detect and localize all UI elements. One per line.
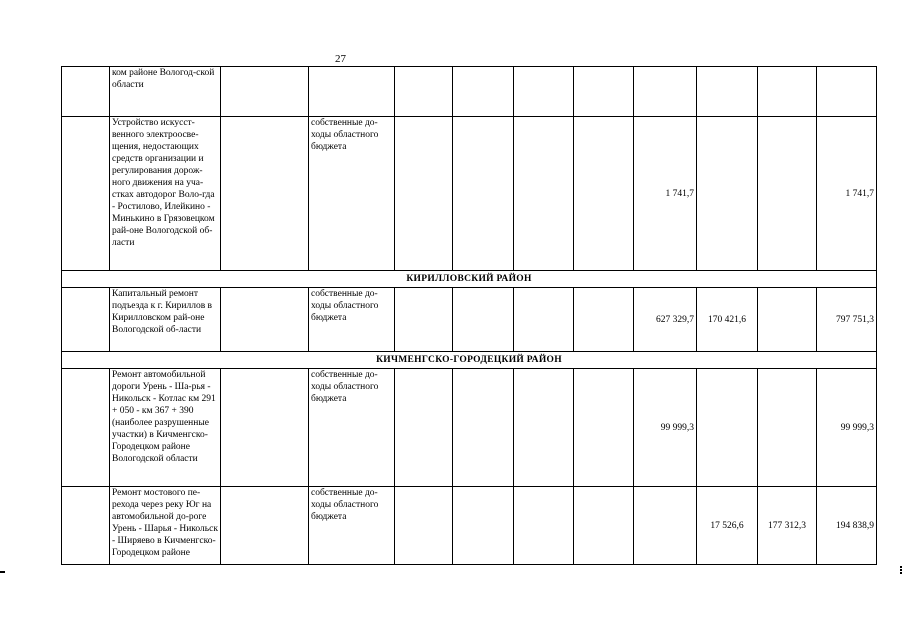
district-header: КИЧМЕНГСКО-ГОРОДЕЦКИЙ РАЙОН — [62, 352, 877, 369]
amount-cell: 17 526,6 — [697, 487, 758, 565]
funding-source-cell: собственные до-ходы областного бюджета — [309, 487, 395, 565]
project-name-cell: ком районе Вологод-ской области — [110, 67, 221, 117]
district-header-row — [62, 271, 877, 288]
scan-edge-mark — [900, 566, 905, 574]
budget-table — [61, 66, 877, 565]
table-row — [62, 487, 877, 565]
amount-cell: 177 312,3 — [758, 487, 817, 565]
funding-source-cell: собственные до-ходы областного бюджета — [309, 117, 395, 271]
scan-edge-mark — [0, 571, 5, 573]
total-cell: 194 838,9 — [817, 487, 877, 565]
table-row — [62, 117, 877, 271]
amount-cell: 627 329,7 — [634, 288, 697, 352]
table-row — [62, 369, 877, 487]
district-header: КИРИЛЛОВСКИЙ РАЙОН — [62, 271, 877, 288]
total-cell: 1 741,7 — [817, 117, 877, 271]
funding-source-cell: собственные до-ходы областного бюджета — [309, 369, 395, 487]
district-header-row — [62, 352, 877, 369]
total-cell: 797 751,3 — [817, 288, 877, 352]
amount-cell: 99 999,3 — [634, 369, 697, 487]
funding-source-cell: собственные до-ходы областного бюджета — [309, 288, 395, 352]
project-name-cell: Ремонт автомобильной дороги Урень - Ша-рья - Никольск - Котлас км 291 + 050 - км 367 + 390 (наиболее разрушенные участки) в Кичменгско-Городецком районе Вологодской области — [110, 369, 221, 487]
project-name-cell: Ремонт мостового пе-рехода через реку Юг на автомобильной до-роге Урень - Шарья - Никольск - Ширяево в Кичменгско-Городецком районе — [110, 487, 221, 565]
page-number: 27 — [335, 53, 346, 65]
table-row — [62, 67, 877, 117]
project-name-cell: Устройство искусст-венного электроосве-щения, недостающих средств организации и регулирования дорож-ного движения на уча-стках автодорог Воло-гда - Ростилово, Илейкино - Минькино в Грязовецком рай-оне Вологодской об-ласти — [110, 117, 221, 271]
total-cell: 99 999,3 — [817, 369, 877, 487]
funding-source-cell — [309, 67, 395, 117]
amount-cell: 170 421,6 — [697, 288, 758, 352]
table-row — [62, 288, 877, 352]
amount-cell: 1 741,7 — [634, 117, 697, 271]
project-name-cell: Капитальный ремонт подъезда к г. Кириллов в Кирилловском рай-оне Вологодской об-ласти — [110, 288, 221, 352]
